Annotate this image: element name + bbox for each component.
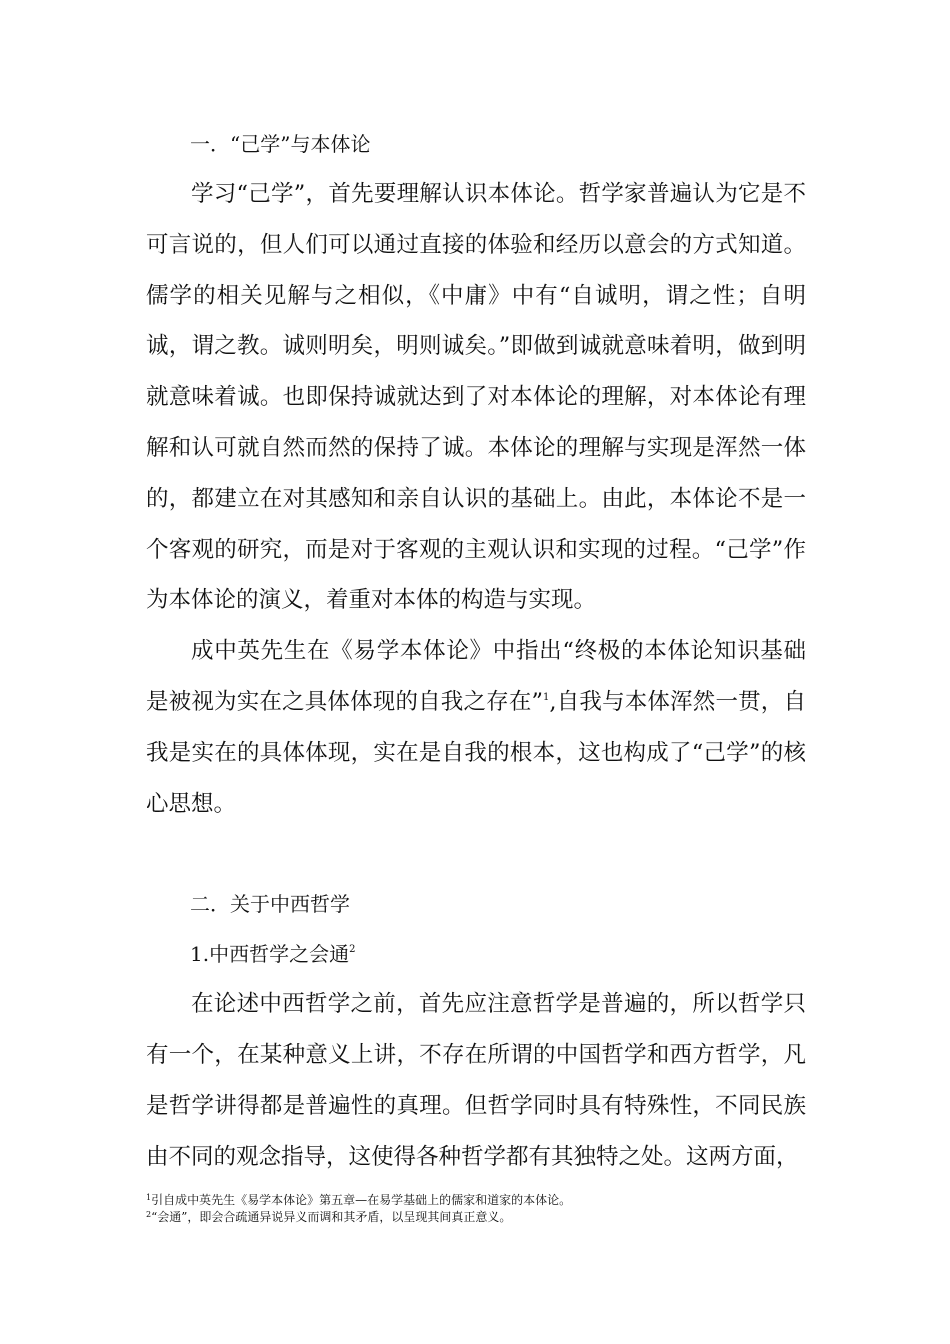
paragraph-2-text-before: 成中英先生在《易学本体论》中指出“终极的本体论知识基础是被视为实在之具体体现的自我之存在” [146,638,806,715]
footnote-ref-1[interactable]: 1 [543,691,550,703]
section-1-paragraph-2 [146,626,806,829]
footnote-2-text: “会通”，即会合疏通异说异义而调和其矛盾，以呈现其间真正意义。 [151,1210,512,1224]
footnotes [146,1192,806,1226]
section-2-heading: 二．关于中西哲学 [190,892,350,917]
section-2-subheading-1 [146,929,806,979]
footnote-1-text: 引自成中英先生《易学本体论》第五章—在易学基础上的儒家和道家的本体论。 [151,1193,572,1207]
section-2-paragraph-1: 在论述中西哲学之前，首先应注意哲学是普遍的，所以哲学只有一个，在某种意义上讲，不存在所谓的中国哲学和西方哲学，凡是哲学讲得都是普遍性的真理。但哲学同时具有特殊性，不同民族由不同的观念指导，这使得各种哲学都有其独特之处。这两方面， [146,991,806,1170]
section-spacer [146,829,806,879]
footnote-1 [146,1192,806,1209]
footnote-ref-2[interactable]: 2 [349,944,356,956]
footnote-2-mark: 2 [146,1210,152,1219]
paragraph-2-text-after: ,自我与本体浑然一贯，自我是实在的具体体现，实在是自我的根本，这也构成了“己学”的核心思想。 [146,688,806,817]
section-1-paragraph-1: 学习“己学”，首先要理解认识本体论。哲学家普遍认为它是不可言说的，但人们可以通过直接的体验和经历以意会的方式知道。儒学的相关见解与之相似，《中庸》中有“自诚明，谓之性；自明诚，谓之教。诚则明矣，明则诚矣。”即做到诚就意味着明，做到明就意味着诚。也即保持诚就达到了对本体论的理解，对本体论有理解和认可就自然而然的保持了诚。本体论的理解与实现是浑然一体的，都建立在对其感知和亲自认识的基础上。由此，本体论不是一个客观的研究，而是对于客观的主观认识和实现的过程。“己学”作为本体论的演义，着重对本体的构造与实现。 [146,181,806,614]
footnote-2 [146,1209,806,1226]
section-1-heading: 一．“己学”与本体论 [190,132,371,156]
document-body [146,119,806,1183]
subheading-1-text: 1.中西哲学之会通 [190,942,350,967]
footnote-1-mark: 1 [146,1193,152,1202]
